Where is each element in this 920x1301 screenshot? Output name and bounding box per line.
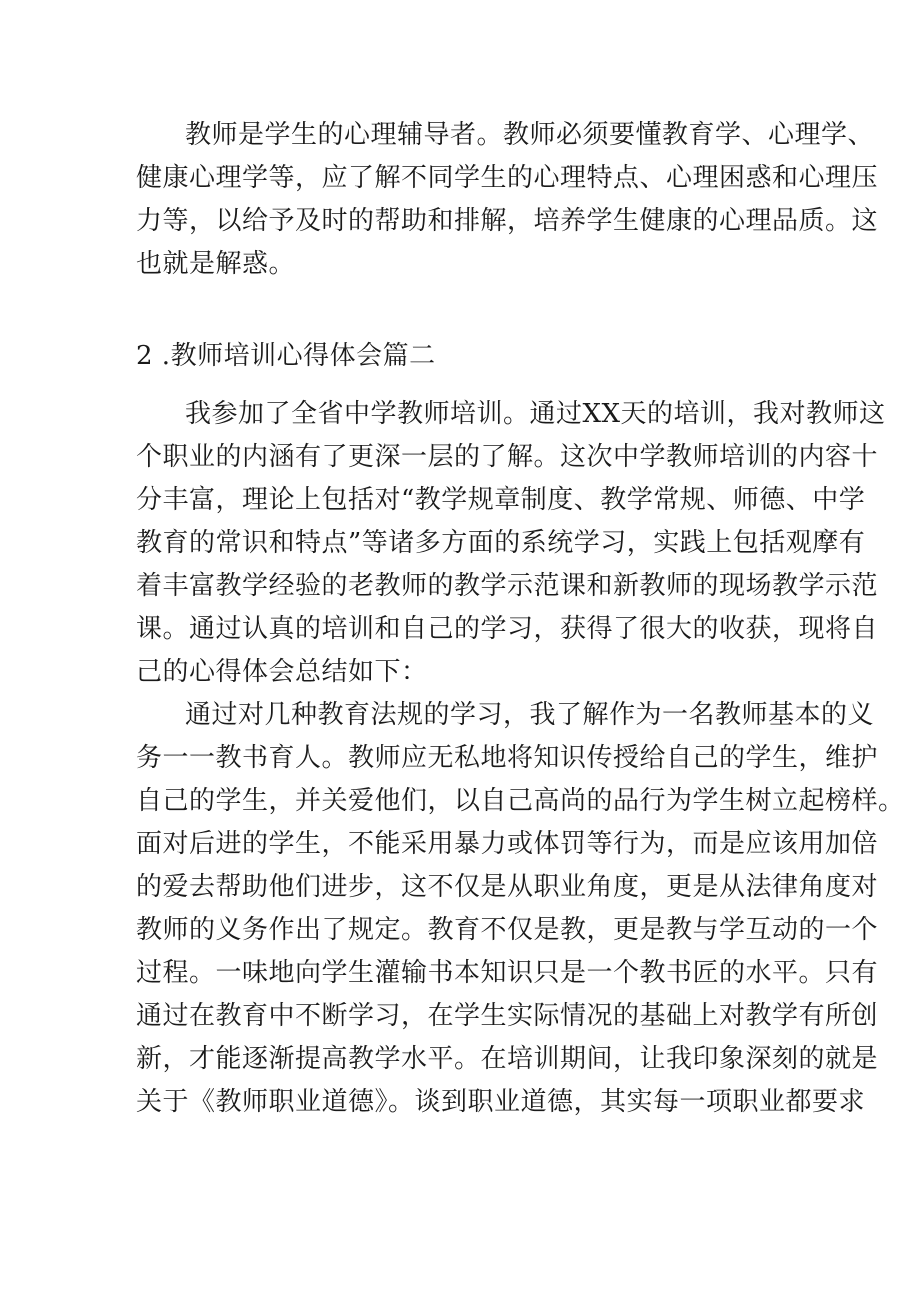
paragraph-line: 过程。一味地向学生灌输书本知识只是一个教书匠的水平。只有 [136,958,879,988]
paragraph-line: 教育的常识和特点”等诸多方面的系统学习，实践上包括观摩有 [136,528,866,558]
paragraph-line: 通过对几种教育法规的学习，我了解作为一名教师基本的义 [185,700,875,730]
paragraph-line: 着丰富教学经验的老教师的教学示范课和新教师的现场教学示范 [136,571,879,601]
paragraph-line: 健康心理学等，应了解不同学生的心理特点、心理困惑和心理压 [136,163,879,193]
paragraph-line: 教师是学生的心理辅导者。教师必须要懂教育学、心理学、 [185,120,875,150]
paragraph-line: 自己的学生，并关爱他们，以自己高尚的品行为学生树立起榜样。 [136,786,905,816]
paragraph-line: 也就是解惑。 [136,249,296,279]
paragraph-line: 关于《教师职业道德》。谈到职业道德，其实每一项职业都要求 [136,1087,866,1117]
paragraph-line: 务一一教书育人。教师应无私地将知识传授给自己的学生，维护 [136,743,879,773]
paragraph-line: 己的心得体会总结如下： [136,657,428,687]
paragraph-line: 分丰富，理论上包括对“教学规章制度、教学常规、师德、中学 [136,485,866,515]
paragraph-line: 课。通过认真的培训和自己的学习，获得了很大的收获，现将自 [136,614,879,644]
paragraph-line: 教师的义务作出了规定。教育不仅是教，更是教与学互动的一个 [136,915,879,945]
paragraph-line: 我参加了全省中学教师培训。通过XX天的培训，我对教师这 [185,399,886,429]
paragraph-line: 新，才能逐渐提高教学水平。在培训期间，让我印象深刻的就是 [136,1044,879,1074]
section-heading: 2 .教师培训心得体会篇二 [136,341,436,371]
paragraph-line: 面对后进的学生，不能采用暴力或体罚等行为，而是应该用加倍 [136,829,879,859]
paragraph-line: 力等，以给予及时的帮助和排解，培养学生健康的心理品质。这 [136,206,879,236]
paragraph-line: 通过在教育中不断学习，在学生实际情况的基础上对教学有所创 [136,1001,879,1031]
paragraph-line: 个职业的内涵有了更深一层的了解。这次中学教师培训的内容十 [136,442,879,472]
paragraph-line: 的爱去帮助他们进步，这不仅是从职业角度，更是从法律角度对 [136,872,879,902]
